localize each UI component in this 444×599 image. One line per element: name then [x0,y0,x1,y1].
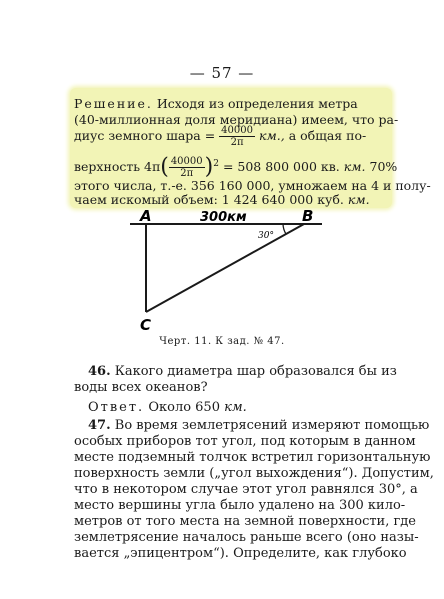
problem-47-line-2: особых приборов тот угол, под которым в данном [74,434,416,449]
solution-line-6-unit: км. [347,192,370,207]
solution-line-3-b: а общая по- [288,128,367,143]
solution-line-4-unit: км. [343,159,366,175]
problem-47-line-7: метров от того места на земной поверхности, где [74,514,416,529]
problem-47-text-1: Во время землетрясений измеряют помощью [114,418,430,433]
distance-label: 300км [200,210,247,225]
fraction-surface-denominator: 2π [180,168,194,180]
page-number: — 57 — [189,64,255,82]
fraction-surface-numerator: 40000 [170,156,203,168]
answer-46-text: Около 650 [148,400,220,415]
problem-47-number: 47. [88,418,111,433]
point-a-label: A [140,207,152,225]
angle-arc [283,224,286,234]
problem-47-line-8: землетрясение началось раньше всего (оно назы- [74,530,419,545]
solution-line-6-a: чаем искомый объем: 1 424 640 000 куб. [74,192,344,207]
fraction-radius-denominator: 2π [230,137,244,148]
solution-line-3-unit: км., [258,128,285,143]
problem-46-number: 46. [88,364,111,379]
point-b-label: B [302,207,314,225]
solution-line-2: (40-миллионная доля меридиана) имеем, что ра- [74,112,399,127]
problem-47-line-5: что в некотором случае этот угол равнялся 30°, а [74,482,418,497]
fraction-radius-numerator: 40000 [221,125,253,136]
angle-label: 30° [258,231,274,241]
problem-47-line-3: месте подземный толчок встретил горизонтальную [74,450,431,465]
problem-47-line-9: вается „эпицентром“). Определите, как глубоко [74,546,407,561]
answer-46-label: Ответ. [88,400,145,415]
answer-46 [88,400,388,416]
figure-caption: Черт. 11. К зад. № 47. [159,336,285,347]
solution-line-5: этого числа, т.-е. 356 160 000, умножаем на 4 и полу- [74,178,431,193]
answer-46-unit: км. [224,400,247,415]
solution-line-4-a: верхность 4π [74,159,161,175]
left-paren: ( [160,154,169,180]
problem-46-line-2: воды всех океанов? [74,380,208,395]
right-paren: ) [204,154,214,180]
hypotenuse-line [146,224,304,312]
exponent: 2 [213,159,219,169]
solution-line-3-a: диус земного шара = [74,128,216,143]
solution-label: Решение. [74,96,153,111]
point-c-label: C [140,316,152,334]
problem-47-line-1 [88,418,430,434]
solution-line-4-c: 70% [369,159,398,175]
problem-46-text-1: Какого диаметра шар образовался бы из [114,364,397,379]
problem-47-line-4: поверхность земли („угол выхождения“). Допустим, [74,466,434,481]
problem-47-line-6: место вершины угла было удалено на 300 кило- [74,498,406,513]
solution-line-4-b: = 508 800 000 кв. [222,159,340,175]
solution-line-1-text: Исходя из определения метра [156,96,358,111]
problem-46-line-1 [88,364,397,380]
